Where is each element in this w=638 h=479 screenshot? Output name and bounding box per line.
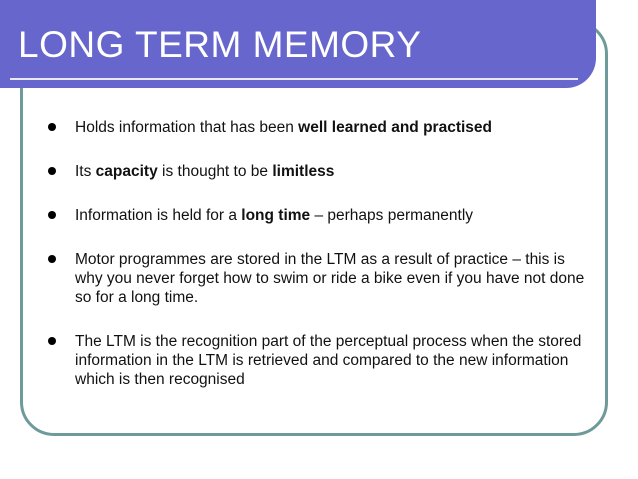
bullet-item [48, 250, 593, 307]
bullet-icon [48, 337, 56, 345]
bullet-text: The LTM is the recognition part of the perceptual process when the stored information in the LTM is retrieved and compared to the new information which is then recognised [75, 333, 582, 388]
title-banner [0, 0, 596, 88]
bullet-text: Its capacity is thought to be limitless [75, 163, 335, 180]
bullet-text: Information is held for a long time – perhaps permanently [75, 207, 474, 224]
bullet-icon [48, 123, 56, 131]
bullet-icon [48, 255, 56, 263]
title-divider [10, 78, 578, 80]
bullet-item [48, 332, 593, 389]
bullet-text: Motor programmes are stored in the LTM as a result of practice – this is why you never forget how to swim or ride a bike even if you have not done so for a long time. [75, 251, 585, 306]
slide-title: LONG TERM MEMORY [18, 24, 422, 65]
bullet-item [48, 206, 593, 225]
bullet-item [48, 162, 593, 181]
bullet-list [48, 118, 593, 389]
bullet-item [48, 118, 593, 137]
bullet-text: Holds information that has been well learned and practised [75, 119, 492, 136]
bullet-icon [48, 167, 56, 175]
bullet-icon [48, 211, 56, 219]
